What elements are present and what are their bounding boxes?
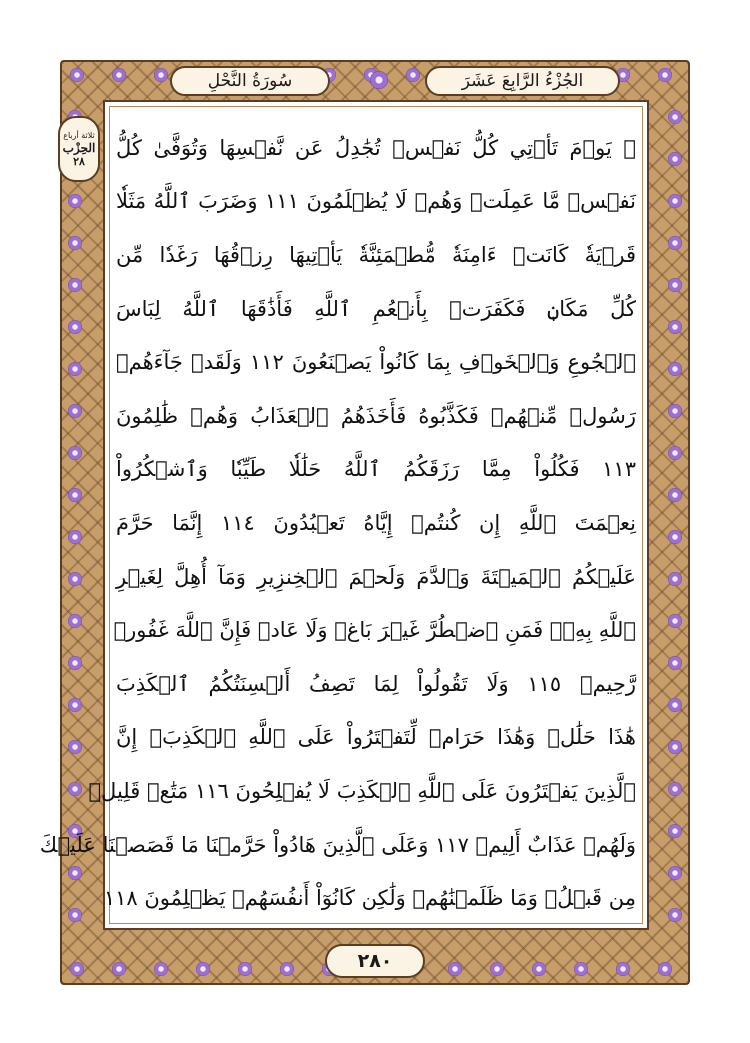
flower-ornament-icon — [68, 530, 82, 544]
flower-ornament-icon — [68, 278, 82, 292]
flower-ornament-icon — [668, 656, 682, 670]
flower-ornament-icon — [574, 962, 588, 976]
flower-ornament-icon — [154, 962, 168, 976]
text-line: مِن قَبۡلُۖ وَمَا ظَلَمۡنَٰهُمۡ وَلَٰكِن كَانُوٓاْ أَنفُسَهُمۡ يَظۡلِمُونَ ١١٨ — [103, 886, 636, 910]
flower-ornament-icon — [668, 908, 682, 922]
flower-ornament-icon — [196, 962, 210, 976]
flower-ornament-icon — [68, 236, 82, 250]
text-line: ١١٣ فَكُلُواْ مِمَّا رَزَقَكُمُ ٱللَّهُ حَلَٰلٗا طَيِّبٗا وَٱشۡكُرُواْ — [116, 457, 636, 481]
flower-ornament-icon — [70, 68, 84, 82]
flower-ornament-icon — [68, 908, 82, 922]
flower-ornament-icon — [68, 656, 82, 670]
page-number: ٢٨٠ — [325, 944, 425, 978]
flower-ornament-icon — [668, 782, 682, 796]
text-line: وَلَهُمۡ عَذَابٌ أَلِيمٞ ١١٧ وَعَلَى ٱلَّذِينَ هَادُواْ حَرَّمۡنَا مَا قَصَصۡنَا عَلَيۡكَ — [39, 833, 636, 857]
text-line: عَلَيۡكُمُ ٱلۡمَيۡتَةَ وَٱلدَّمَ وَلَحۡمَ ٱلۡخِنزِيرِ وَمَآ أُهِلَّ لِغَيۡرِ — [116, 565, 636, 589]
flower-ornament-icon — [68, 488, 82, 502]
hizb-marker — [58, 116, 100, 182]
text-line: نِعۡمَتَ ٱللَّهِ إِن كُنتُمۡ إِيَّاهُ تَعۡبُدُونَ ١١٤ إِنَّمَا حَرَّمَ — [116, 511, 636, 535]
flower-ornament-icon — [668, 488, 682, 502]
flower-ornament-icon — [68, 362, 82, 376]
flower-ornament-icon — [658, 962, 672, 976]
text-line: قَرۡيَةٗ كَانَتۡ ءَامِنَةٗ مُّطۡمَئِنَّةٗ يَأۡتِيهَا رِزۡقُهَا رَغَدٗا مِّن — [116, 243, 636, 267]
hizb-number: ٢٨ — [73, 154, 85, 168]
flower-ornament-icon — [668, 362, 682, 376]
flower-ornament-icon — [668, 740, 682, 754]
text-line: هَٰذَا حَلَٰلٞ وَهَٰذَا حَرَامٞ لِّتَفۡتَرُواْ عَلَى ٱللَّهِ ٱلۡكَذِبَۚ إِنَّ — [116, 725, 636, 749]
text-line: نَفۡسٖ مَّا عَمِلَتۡ وَهُمۡ لَا يُظۡلَمُونَ ١١١ وَضَرَبَ ٱللَّهُ مَثَلٗا — [116, 189, 636, 213]
flower-ornament-icon — [658, 68, 672, 82]
flower-ornament-icon — [68, 446, 82, 460]
flower-ornament-icon — [532, 962, 546, 976]
flower-ornament-icon — [668, 278, 682, 292]
header-ornament-icon — [370, 71, 388, 89]
flower-ornament-icon — [668, 320, 682, 334]
flower-ornament-icon — [70, 962, 84, 976]
flower-ornament-icon — [668, 614, 682, 628]
flower-ornament-icon — [616, 962, 630, 976]
flower-ornament-icon — [68, 404, 82, 418]
flower-ornament-icon — [668, 152, 682, 166]
flower-ornament-icon — [668, 110, 682, 124]
text-line: رَّحِيمٞ ١١٥ وَلَا تَقُولُواْ لِمَا تَصِفُ أَلۡسِنَتُكُمُ ٱلۡكَذِبَ — [116, 672, 637, 696]
flower-ornament-icon — [448, 962, 462, 976]
flower-ornament-icon — [668, 446, 682, 460]
flower-ornament-icon — [668, 194, 682, 208]
flower-ornament-icon — [668, 698, 682, 712]
flower-ornament-icon — [112, 68, 126, 82]
flower-ornament-icon — [668, 572, 682, 586]
flower-ornament-icon — [68, 698, 82, 712]
flower-ornament-icon — [280, 962, 294, 976]
text-line: ٱللَّهِ بِهِۦۖ فَمَنِ ٱضۡطُرَّ غَيۡرَ بَاغٖ وَلَا عَادٖ فَإِنَّ ٱللَّهَ غَفُورٞ — [113, 618, 636, 642]
surah-title: سُورَةُ النَّحْلِ — [170, 66, 330, 96]
flower-ornament-icon — [68, 782, 82, 796]
flower-ornament-icon — [668, 530, 682, 544]
text-line: كُلِّ مَكَانٖ فَكَفَرَتۡ بِأَنۡعُمِ ٱللَّهِ فَأَذَٰقَهَا ٱللَّهُ لِبَاسَ — [116, 297, 636, 321]
flower-ornament-icon — [68, 572, 82, 586]
juz-title: الجُزْءُ الرَّابِعَ عَشَرَ — [425, 66, 620, 96]
flower-ornament-icon — [68, 740, 82, 754]
hizb-fraction: ثلاثة أرباع — [63, 130, 95, 140]
flower-ornament-icon — [490, 962, 504, 976]
flower-ornament-icon — [68, 194, 82, 208]
flower-ornament-icon — [68, 866, 82, 880]
flower-ornament-icon — [668, 404, 682, 418]
flower-ornament-icon — [112, 962, 126, 976]
hizb-label: الحِزْب — [62, 140, 96, 155]
text-line: ٱلَّذِينَ يَفۡتَرُونَ عَلَى ٱللَّهِ ٱلۡكَذِبَ لَا يُفۡلِحُونَ ١١٦ مَتَٰعٞ قَلِيلٞ — [88, 779, 636, 803]
flower-ornament-icon — [238, 962, 252, 976]
flower-ornament-icon — [68, 614, 82, 628]
text-line: رَسُولٞ مِّنۡهُمۡ فَكَذَّبُوهُ فَأَخَذَهُمُ ٱلۡعَذَابُ وَهُمۡ ظَٰلِمُونَ — [116, 404, 636, 428]
text-line: ٱلۡجُوعِ وَٱلۡخَوۡفِ بِمَا كَانُواْ يَصۡنَعُونَ ١١٢ وَلَقَدۡ جَآءَهُمۡ — [116, 350, 637, 374]
flower-ornament-icon — [668, 236, 682, 250]
page-header — [130, 66, 624, 96]
flower-ornament-icon — [68, 320, 82, 334]
text-line: ۞ يَوۡمَ تَأۡتِي كُلُّ نَفۡسٖ تُجَٰدِلُ عَن نَّفۡسِهَا وَتُوَفَّىٰ كُلُّ — [116, 136, 636, 160]
flower-ornament-icon — [668, 866, 682, 880]
flower-ornament-icon — [668, 824, 682, 838]
